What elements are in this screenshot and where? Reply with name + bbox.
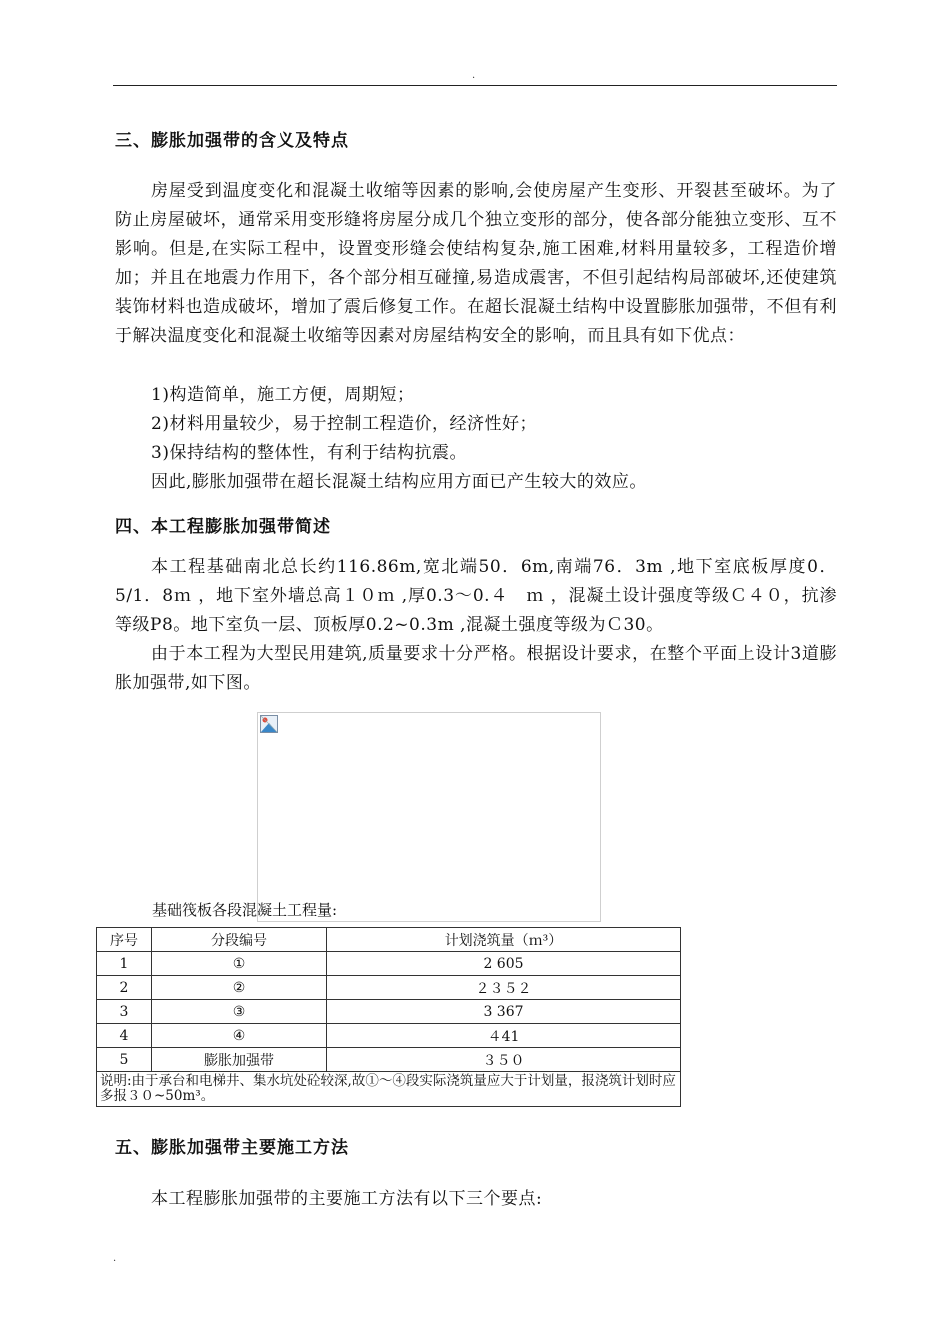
advantage-item-3: 3)保持结构的整体性，有利于结构抗震。 xyxy=(151,443,467,463)
broken-image-icon xyxy=(260,715,278,733)
table-note: 说明:由于承台和电梯井、集水坑处砼较深,故①～④段实际浇筑量应大于计划量，报浇筑计划时应多报３０~50m³。 xyxy=(97,1072,681,1107)
cell-index: 4 xyxy=(97,1024,152,1048)
table-note-row xyxy=(97,1072,681,1107)
cell-volume: ３５０ xyxy=(327,1048,681,1072)
section3-title: 三、膨胀加强带的含义及特点 xyxy=(115,131,349,151)
cell-segment: ② xyxy=(152,976,327,1000)
section3-conclusion: 因此,膨胀加强带在超长混凝土结构应用方面已产生较大的效应。 xyxy=(151,472,647,492)
section5-paragraph: 本工程膨胀加强带的主要施工方法有以下三个要点: xyxy=(151,1189,543,1209)
cell-index: 2 xyxy=(97,976,152,1000)
section4-title: 四、本工程膨胀加强带简述 xyxy=(115,517,331,537)
table-row xyxy=(97,1000,681,1024)
section4-paragraph-1: 本工程基础南北总长约116.86m,宽北端50．6m,南端76．3m ,地下室底板厚度0．5/1．8ｍ ，地下室外墙总高１０ｍ ,厚0.3～0.４ ｍ ，混凝土设计强度等级Ｃ４０，抗渗等级P8。地下室负一层、顶板厚0.2~0.3m ,混凝土强度等级为Ｃ30。 xyxy=(115,557,837,635)
cell-volume: ２３５２ xyxy=(327,976,681,1000)
advantage-item-1: 1)构造简单，施工方便，周期短； xyxy=(151,385,415,405)
cell-segment: ④ xyxy=(152,1024,327,1048)
table-row xyxy=(97,976,681,1000)
cell-volume: ４41 xyxy=(327,1024,681,1048)
cell-segment: ③ xyxy=(152,1000,327,1024)
cell-index: 1 xyxy=(97,952,152,976)
table-caption: 基础筏板各段混凝土工程量: xyxy=(152,901,338,919)
table-row xyxy=(97,1048,681,1072)
figure-placeholder xyxy=(257,712,601,922)
cell-index: 5 xyxy=(97,1048,152,1072)
table-header-row xyxy=(97,928,681,952)
footer-mark: . xyxy=(113,1253,117,1264)
section4-paragraph-2: 由于本工程为大型民用建筑,质量要求十分严格。根据设计要求，在整个平面上设计3道膨胀加强带,如下图。 xyxy=(115,644,837,693)
col-header-index: 序号 xyxy=(97,928,152,952)
concrete-quantity-table xyxy=(96,927,681,1107)
header-rule xyxy=(113,85,837,86)
col-header-volume: 计划浇筑量（ｍ³） xyxy=(327,928,681,952)
cell-volume: 3 367 xyxy=(327,1000,681,1024)
advantage-item-2: 2)材料用量较少，易于控制工程造价，经济性好； xyxy=(151,414,537,434)
cell-segment: 膨胀加强带 xyxy=(152,1048,327,1072)
cell-index: 3 xyxy=(97,1000,152,1024)
table-row xyxy=(97,952,681,976)
section3-paragraph: 房屋受到温度变化和混凝土收缩等因素的影响,会使房屋产生变形、开裂甚至破坏。为了防止房屋破坏，通常采用变形缝将房屋分成几个独立变形的部分，使各部分能独立变形、互不影响。但是,在实际工程中，设置变形缝会使结构复杂,施工困难,材料用量较多，工程造价增加；并且在地震力作用下，各个部分相互碰撞,易造成震害，不但引起结构局部破坏,还使建筑装饰材料也造成破坏，增加了震后修复工作。在超长混凝土结构中设置膨胀加强带，不但有利于解决温度变化和混凝土收缩等因素对房屋结构安全的影响，而且具有如下优点： xyxy=(115,181,837,346)
table-row xyxy=(97,1024,681,1048)
cell-volume: 2 605 xyxy=(327,952,681,976)
header-mark: . xyxy=(472,70,476,81)
section5-title: 五、膨胀加强带主要施工方法 xyxy=(115,1138,349,1158)
cell-segment: ① xyxy=(152,952,327,976)
col-header-segment: 分段编号 xyxy=(152,928,327,952)
